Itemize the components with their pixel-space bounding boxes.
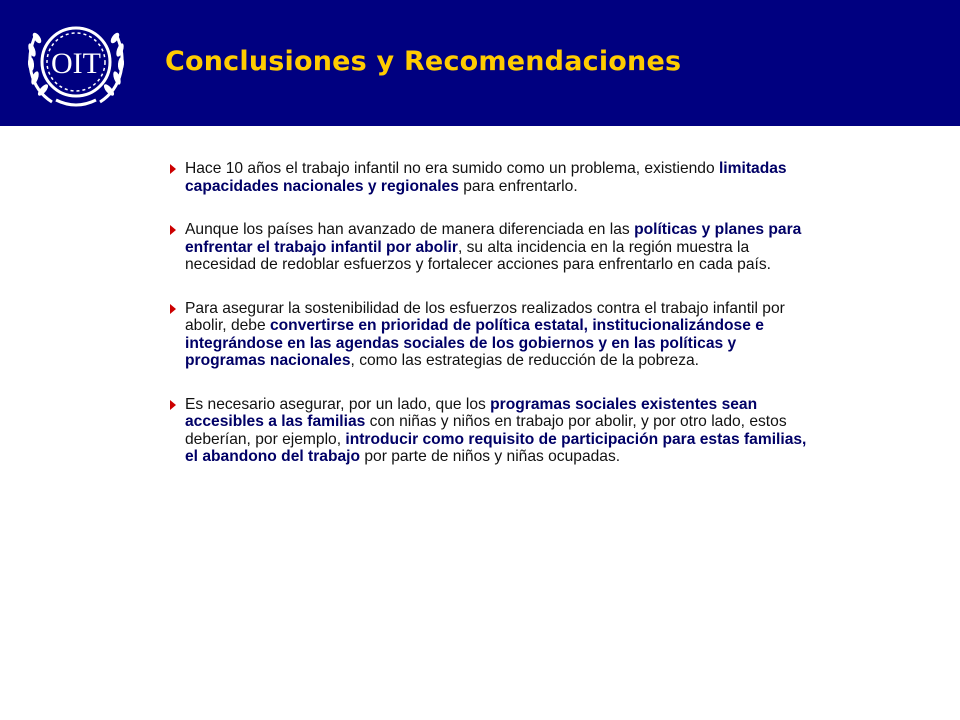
body-text: Hace 10 años el trabajo infantil no era sumido como un problema, existiendo: [185, 160, 719, 177]
list-item-text: [185, 160, 810, 195]
triangle-right-icon: [170, 225, 176, 235]
body-text: Para asegurar la sostenibilidad de los esfuerzos realizados contra el trabajo infantil por abolir, debe: [185, 299, 785, 334]
body-text: , su alta incidencia en la región muestra la necesidad de redoblar esfuerzos y fortalecer acciones para enfrentarlo en cada país.: [185, 238, 771, 273]
triangle-right-icon: [170, 164, 176, 174]
list-item: [170, 300, 810, 370]
body-text: para enfrentarlo.: [458, 177, 578, 195]
header-bar: [0, 0, 960, 126]
triangle-right-icon: [170, 304, 176, 314]
page-title: Conclusiones y Recomendaciones: [165, 46, 682, 77]
emphasis-text: convertirse en prioridad de política estatal, institucionalizándose e integrándose en las agendas sociales de los gobiernos y en las políticas y programas nacionales: [185, 317, 764, 369]
body-text: Aunque los países han avanzado de manera diferenciada en las: [185, 221, 635, 238]
body-text: por parte de niños y niñas ocupadas.: [360, 448, 621, 465]
emphasis-text: limitadas capacidades nacionales y regionales: [185, 160, 787, 195]
list-item-text: [185, 221, 810, 274]
list-item: [170, 221, 810, 274]
list-item-text: [185, 300, 810, 370]
list-item: [170, 396, 810, 466]
body-text: , como las estrategias de reducción de la pobreza.: [350, 352, 700, 369]
oit-logo: [22, 10, 130, 114]
body-text: con niñas y niños en trabajo por abolir, y por otro lado, estos deberían, por ejemplo,: [185, 413, 787, 448]
list-item-text: [185, 396, 810, 466]
emphasis-text: introducir como requisito de participación para estas familias, el abandono del trabajo: [185, 430, 807, 465]
bullet-list: [170, 160, 810, 492]
emphasis-text: políticas y planes para enfrentar el trabajo infantil por abolir: [185, 221, 802, 256]
oit-emblem-icon: [22, 10, 130, 114]
list-item: [170, 160, 810, 195]
emphasis-text: programas sociales existentes sean accesibles a las familias: [185, 395, 758, 430]
svg-text:OIT: OIT: [51, 47, 101, 80]
body-text: Es necesario asegurar, por un lado, que los: [185, 395, 491, 413]
triangle-right-icon: [170, 400, 176, 410]
